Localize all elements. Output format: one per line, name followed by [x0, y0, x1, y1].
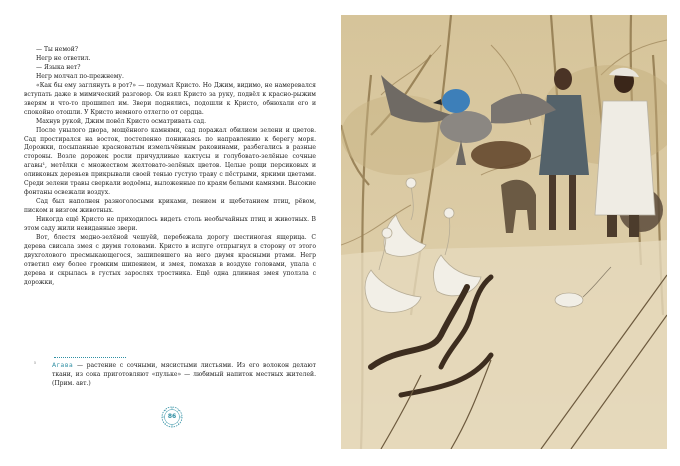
footnote-marker: ¹ [34, 361, 37, 367]
paragraph: «Как бы ему заглянуть в рот?» — подумал Кристо. Но Джим, видимо, не намеревался вступать даже в мимический разговор. Он взял Кристо за руку, подвёл к красно-рыжим зверям и что-то прошипел им. Звери поднялись, подошли к Кристо, обнюхали его и спокойно отошли. У Кристо немного отлегло от сердца. [24, 81, 316, 116]
footnote-divider [54, 357, 126, 358]
page-number: 86 [167, 413, 177, 420]
footnote-text: — растение с сочными, мясистыми листьями. Из его волокон делают ткани, из сока приготовляют «пульке» — любимый напиток местных жителей. (Прим. авт.) [52, 362, 316, 387]
paragraph: Сад был наполнен разноголосыми криками, пением и щебетанием птиц, рёвом, писком и визгом животных. [24, 198, 316, 215]
footnote [34, 361, 316, 389]
illustration [341, 15, 667, 449]
paragraph: Вот, блестя медно-зелёной чешуёй, перебежала дорогу шестиногая ящерица. С дерева свисала змея с двумя головами. Кристо в испуге отпрыгнул в сторону от этого двухголового пресмыкающегося, зашипевшего на него двумя красными ртами. Негр ответил ему более громким шипением, и змея, помахав в воздухе головами, упала с дерева и скрылась в густых зарослях тростника. Ещё одна длинная змея уползла с дорожки, [24, 234, 316, 286]
paragraph: — Ты немой? [36, 46, 78, 53]
paragraph: После унылого двора, мощённого камнями, сад поражал обилием зелени и цветов. Сад простирался на восток, постепенно понижаясь по направлению к берегу моря. Дорожки, посыпанные красноватым измельчённым раковинами, разбегались в разные стороны. Возле дорожек росли причудливые кактусы и голубовато-зелёные сочные агавы¹, метёлки с множеством желтовато-зелёных цветов. Целые рощи персиковых и оливковых деревьев прикрывали своей тенью густую траву с пёстрыми, яркими цветами. Среди зелени травы сверкали водоёмы, выложенные по краям белыми камнями. Высокие фонтаны освежали воздух. [24, 126, 316, 197]
garden-illustration-image [341, 15, 667, 449]
body-text [24, 46, 316, 288]
paragraph: — Языка нет? [36, 63, 81, 71]
footnote-term: Агава [52, 362, 74, 369]
paragraph: Махнув рукой, Джим повёл Кристо осматривать сад. [36, 117, 207, 125]
paragraph: Никогда ещё Кристо не приходилось видеть столь необычайных птиц и животных. В этом саду жили невиданные звери. [24, 216, 316, 233]
paragraph: Негр не ответил. [36, 54, 91, 62]
paragraph: Негр молчал по-прежнему. [36, 72, 124, 80]
